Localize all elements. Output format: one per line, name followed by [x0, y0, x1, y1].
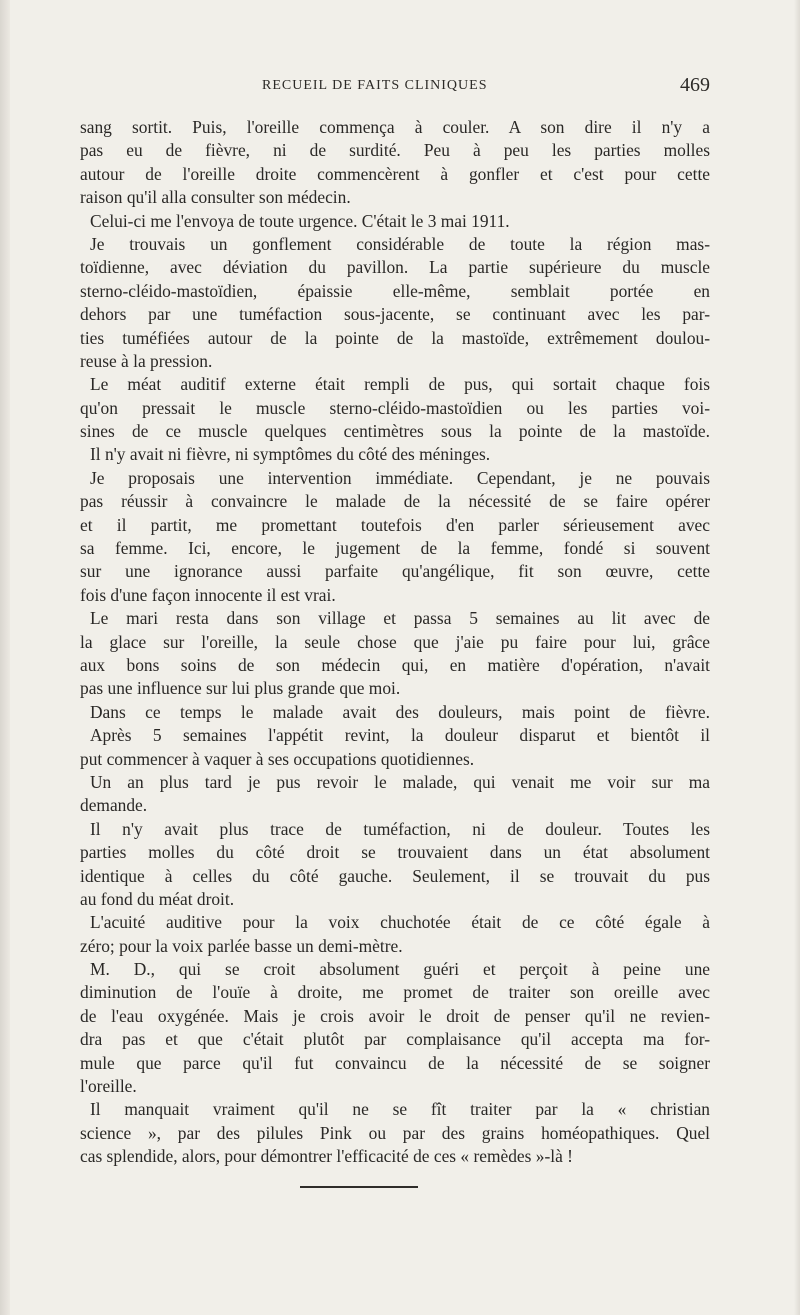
page-number: 469 [680, 74, 710, 96]
text-line: put commencer à vaquer à ses occupations quotidiennes. [80, 748, 475, 769]
text-line: Je proposais une intervention immédiate. Cependant, je ne pouvais [90, 467, 710, 488]
text-line: au fond du méat droit. [80, 888, 235, 909]
text-line: autour de l'oreille droite commencèrent à gonfler et c'est pour cette [80, 163, 710, 184]
text-line: dehors par une tuméfaction sous-jacente, se continuant avec les par- [80, 304, 710, 325]
text-line: Il manquait vraiment qu'il ne se fît traiter par la « christian [90, 1099, 710, 1120]
text-line: Dans ce temps le malade avait des douleurs, mais point de fièvre. [90, 701, 710, 722]
text-line: l'oreille. [80, 1076, 137, 1097]
text-line: pas eu de fièvre, ni de surdité. Peu à peu les parties molles [80, 140, 710, 161]
text-line: mule que parce qu'il fut convaincu de la nécessité de se soigner [80, 1052, 710, 1073]
text-line: pas réussir à convaincre le malade de la nécessité de se faire opérer [80, 491, 710, 512]
text-line: L'acuité auditive pour la voix chuchotée était de ce côté égale à [90, 912, 710, 933]
text-line: Il n'y avait plus trace de tuméfaction, ni de douleur. Toutes les [90, 818, 710, 839]
text-line: Un an plus tard je pus revoir le malade, qui venait me voir sur ma [90, 771, 710, 792]
text-line: la glace sur l'oreille, la seule chose que j'aie pu faire pour lui, grâce [80, 631, 710, 652]
text-line: Le méat auditif externe était rempli de pus, qui sortait chaque fois [90, 374, 710, 395]
text-line: Le mari resta dans son village et passa 5 semaines au lit avec de [90, 608, 710, 629]
page-edge-right [794, 0, 800, 1315]
text-line: Celui-ci me l'envoya de toute urgence. C'était le 3 mai 1911. [90, 210, 510, 231]
text-line: toïdienne, avec déviation du pavillon. La partie supérieure du muscle [80, 257, 710, 278]
text-line: sa femme. Ici, encore, le jugement de la femme, fondé si souvent [80, 538, 710, 559]
text-line: science », par des pilules Pink ou par des grains homéopathiques. Quel [80, 1122, 710, 1143]
text-line: sterno-cléido-mastoïdien, épaissie elle-même, semblait portée en [80, 280, 710, 301]
text-line: ties tuméfiées autour de la pointe de la mastoïde, extrêmement doulou- [80, 327, 710, 348]
page-header [80, 74, 710, 98]
text-line: sur une ignorance aussi parfaite qu'angélique, fit son œuvre, cette [80, 561, 710, 582]
text-line: et il partit, me promettant toutefois d'en parler sérieusement avec [80, 514, 710, 535]
page-edge-left [0, 0, 10, 1315]
text-line: raison qu'il alla consulter son médecin. [80, 187, 351, 208]
text-line: M. D., qui se croit absolument guéri et perçoit à peine une [90, 959, 710, 980]
text-line: diminution de l'ouïe à droite, me promet de traiter son oreille avec [80, 982, 710, 1003]
running-title: RECUEIL DE FAITS CLINIQUES [262, 78, 488, 93]
text-line: parties molles du côté droit se trouvaient dans un état absolument [80, 842, 710, 863]
text-line: identique à celles du côté gauche. Seulement, il se trouvait du pus [80, 865, 710, 886]
text-line: demande. [80, 795, 148, 816]
text-line: aux bons soins de son médecin qui, en matière d'opération, n'avait [80, 654, 710, 675]
text-line: qu'on pressait le muscle sterno-cléido-mastoïdien ou les parties voi- [80, 397, 710, 418]
text-line: cas splendide, alors, pour démontrer l'efficacité de ces « remèdes »-là ! [80, 1146, 573, 1167]
text-line: reuse à la pression. [80, 350, 213, 371]
text-line: Après 5 semaines l'appétit revint, la douleur disparut et bientôt il [90, 725, 710, 746]
text-line: zéro; pour la voix parlée basse un demi-mètre. [80, 935, 403, 956]
body-text [80, 116, 710, 1169]
footer-rule [300, 1186, 418, 1188]
text-line: pas une influence sur lui plus grande que moi. [80, 678, 401, 699]
text-line: fois d'une façon innocente il est vrai. [80, 584, 336, 605]
text-line: dra pas et que c'était plutôt par complaisance qu'il accepta ma for- [80, 1029, 710, 1050]
text-line: sang sortit. Puis, l'oreille commença à couler. A son dire il n'y a [80, 117, 710, 137]
text-line: de l'eau oxygénée. Mais je crois avoir le droit de penser qu'il ne revien- [80, 1005, 710, 1026]
text-line: Il n'y avait ni fièvre, ni symptômes du côté des méninges. [90, 444, 491, 465]
text-line: Je trouvais un gonflement considérable de toute la région mas- [90, 233, 710, 254]
text-line: sines de ce muscle quelques centimètres sous la pointe de la mastoïde. [80, 421, 710, 442]
